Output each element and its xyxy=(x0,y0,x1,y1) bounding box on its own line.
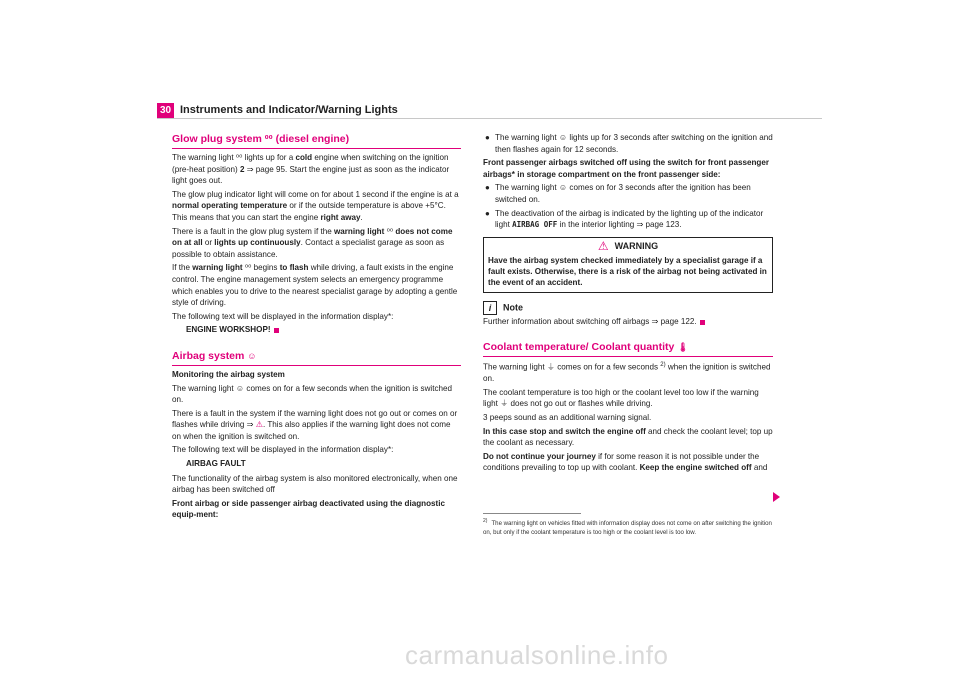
warning-triangle-icon: ⚠ xyxy=(597,238,609,253)
page-link[interactable]: Further information about switching off airbags ⇒ page 122. xyxy=(483,317,697,327)
glow-plug-icon: ⁰⁰ xyxy=(235,153,243,162)
bullet-icon: ● xyxy=(485,133,490,142)
warning-box xyxy=(483,237,773,294)
page-link[interactable]: in the interior lighting ⇒ page 123. xyxy=(559,220,682,230)
watermark: carmanualsonline.info xyxy=(405,640,669,670)
bullet-icon: ● xyxy=(485,208,490,218)
continue-arrow-icon[interactable] xyxy=(773,492,780,502)
coolant-paragraph-4: In this case stop and switch the engine off and check the coolant level; top up the coolant as necessary. xyxy=(483,426,773,448)
section-end-marker xyxy=(700,320,705,325)
coolant-section-title: Coolant temperature/ Coolant quantity 🌡︎ xyxy=(483,340,773,357)
glow-paragraph-1: The warning light ⁰⁰ lights up for a cold engine when switching on the ignition (pre-heat position) 2 ⇒ page 95. Start the engine just as soon as the indicator light goes out. xyxy=(172,153,450,186)
coolant-paragraph-5: Do not continue your journey if for some reason it is not possible under the conditions prevailing to top up with coolant. Keep the engine switched off and xyxy=(483,451,768,473)
header-rule xyxy=(157,118,822,119)
coolant-thermometer-icon: ⏚ xyxy=(500,399,509,409)
engine-workshop-display-text: ENGINE WORKSHOP! xyxy=(172,324,461,336)
airbag-icon: ☺ xyxy=(558,133,568,142)
airbag-subheading-monitoring: Monitoring the airbag system xyxy=(172,369,285,379)
section-end-marker xyxy=(274,328,279,333)
glow-paragraph-5: The following text will be displayed in the information display*: xyxy=(172,311,394,321)
page-number: 30 xyxy=(157,103,174,118)
airbag-icon: ☺ xyxy=(558,183,568,193)
bullet-icon: ● xyxy=(485,183,490,193)
note-heading: i Note xyxy=(483,301,773,315)
right-column xyxy=(483,132,773,476)
note-text xyxy=(483,316,773,328)
glow-paragraph-3: There is a fault in the glow plug system if the warning light ⁰⁰ does not come on at all or lights up continuously. Contact a specialist garage as soon as possible to obtain assistance. xyxy=(172,226,453,259)
page-header-title: Instruments and Indicator/Warning Lights xyxy=(180,104,398,116)
airbag-paragraph-4: The functionality of the airbag system is also monitored electronically, when one airbag has been switched off xyxy=(172,473,458,495)
airbag-fault-display-text: AIRBAG FAULT xyxy=(186,459,246,469)
warning-heading: ⚠ WARNING xyxy=(597,238,659,253)
footnote: $^{2)}$ The warning light on vehicles fitted with information display does not come on after switching the ignition on, but only if the coolant temperature is too high or the coolant level is too low. xyxy=(483,518,772,536)
airbag-paragraph-3: The following text will be displayed in the information display*: xyxy=(172,445,394,455)
glow-plug-section-title: Glow plug system ⁰⁰ (diesel engine) xyxy=(172,132,461,149)
footnote-rule xyxy=(483,513,581,514)
airbag-section-title: Airbag system ☺ xyxy=(172,349,461,366)
info-note-icon: i xyxy=(483,301,497,315)
airbag-off-indicator: AIRBAG OFF xyxy=(512,220,558,230)
glow-paragraph-4: If the warning light ⁰⁰ begins to flash while driving, a fault exists in the engine control. The engine management system selects an emergency programme which enables you to drive to the nearest specialist garage by adopting a gentle style of driving. xyxy=(172,263,458,308)
bullet-item: ● The warning light ☺ comes on for 3 seconds after the ignition has been switched on. xyxy=(485,183,751,204)
glow-paragraph-2: The glow plug indicator light will come on for about 1 second if the engine is at a normal operating temperature or if the outside temperature is above +5°C. This means that you can start the engine right away. xyxy=(172,189,459,222)
passenger-airbag-subheading: Front passenger airbags switched off using the switch for front passenger airbags* in storage compartment on the front passenger side: xyxy=(483,158,770,179)
coolant-paragraph-2: The coolant temperature is too high or the coolant level too low if the warning light ⏚ does not go out or flashes while driving. xyxy=(483,387,759,409)
airbag-paragraph-2: There is a fault in the system if the warning light does not go out or comes on or flashes while driving ⇒ ⚠. This also applies if the warning light does not come on when the ignition is switched on. xyxy=(172,408,458,441)
airbag-subheading-diagnostic: Front airbag or side passenger airbag deactivated using the diagnostic equip-ment: xyxy=(172,498,446,520)
coolant-paragraph-1: The warning light ⏚ comes on for a few seconds $^{2)}$ when the ignition is switched on. xyxy=(483,362,771,384)
coolant-thermometer-icon: ⏚ xyxy=(546,362,555,372)
coolant-thermometer-icon: 🌡︎ xyxy=(677,342,689,352)
glow-plug-icon: ⁰⁰ xyxy=(264,134,273,144)
warning-triangle-icon[interactable]: ⚠ xyxy=(255,420,263,430)
bullet-item: ● The deactivation of the airbag is indicated by the lighting up of the indicator light AIRBAG OFF in the interior lighting ⇒ page 123. xyxy=(485,208,764,230)
page-link[interactable]: ⇒ page 95. Start the engine just as soon as the indicator light goes out. xyxy=(172,164,450,186)
left-column xyxy=(172,132,461,523)
airbag-paragraph-1: The warning light ☺ comes on for a few seconds when the ignition is switched on. xyxy=(172,383,453,405)
warning-text: Have the airbag system checked immediately by a specialist garage if a fault exists. Otherwise, there is a risk of the airbag not being activated in the event of an accident. xyxy=(488,255,767,288)
coolant-paragraph-3: 3 peeps sound as an additional warning signal. xyxy=(483,413,652,423)
airbag-icon: ☺ xyxy=(247,350,257,361)
footnote-reference[interactable]: 2) xyxy=(660,362,666,368)
bullet-item: ● The warning light ☺ lights up for 3 seconds after switching on the ignition and then flashes again for 12 seconds. xyxy=(485,133,773,154)
glow-plug-icon: ⁰⁰ xyxy=(244,263,252,273)
glow-plug-icon: ⁰⁰ xyxy=(386,226,394,236)
airbag-icon: ☺ xyxy=(235,383,245,393)
